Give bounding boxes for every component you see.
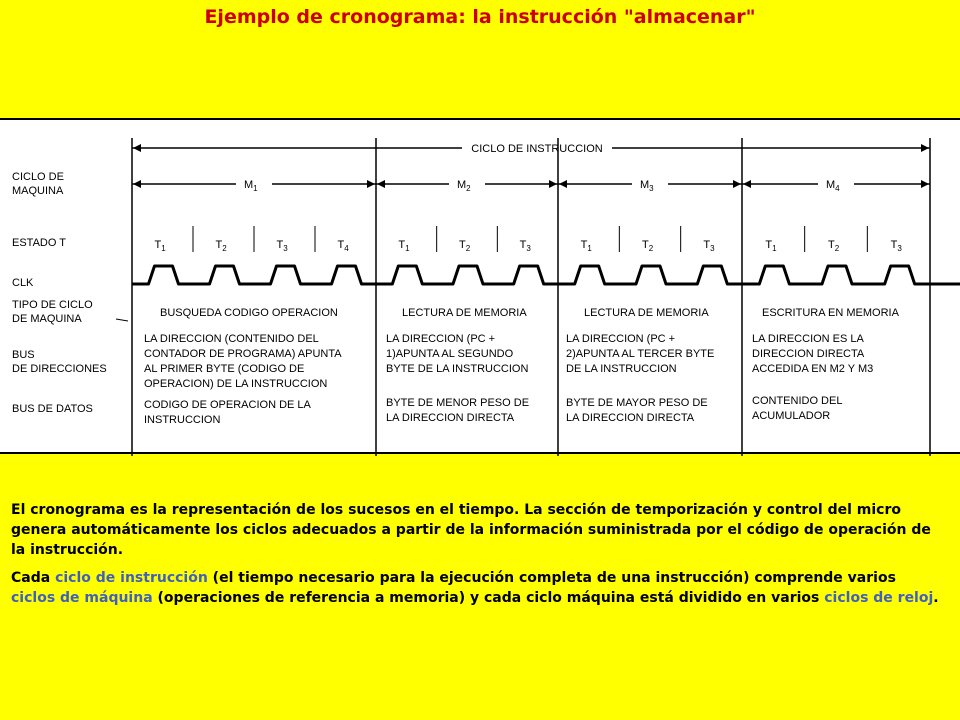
t-state-label: $T_2$ xyxy=(459,239,471,253)
m3-data-text: BYTE DE MAYOR PESO DE LA DIRECCION DIRECTA xyxy=(566,397,708,424)
machine-cycle-arrowhead-left xyxy=(559,180,567,188)
term-instruction-cycle: ciclo de instrucción xyxy=(55,570,208,586)
p2-text-c: (operaciones de referencia a memoria) y cada ciclo máquina está dividido en varios xyxy=(152,590,825,606)
instruction-cycle-arrowhead-right xyxy=(921,144,929,152)
m2-data-text: BYTE DE MENOR PESO DE LA DIRECCION DIRECTA xyxy=(386,397,530,424)
label-cycle-type: TIPO DE CICLO DE MAQUINA xyxy=(12,299,93,325)
t-state-label: $T_4$ xyxy=(337,239,349,253)
machine-cycle-arrowhead-right xyxy=(549,180,557,188)
machine-cycle-label-m1: $M_1$ xyxy=(244,179,258,193)
label-machine-cycle: CICLO DE MAQUINA xyxy=(12,171,64,197)
timing-diagram xyxy=(0,118,960,454)
m4-data-text: CONTENIDO DEL ACUMULADOR xyxy=(752,395,843,422)
paragraph-1: El cronograma es la representación de los sucesos en el tiempo. La sección de temporización y control del micro genera automáticamente los ciclos adecuados a partir de la información suministrada por el código de operación de la instrucción. xyxy=(11,502,931,558)
machine-cycle-arrowhead-left xyxy=(377,180,385,188)
p2-text-d: . xyxy=(933,590,939,606)
machine-cycle-arrowhead-left xyxy=(743,180,751,188)
machine-cycle-label-m3: $M_3$ xyxy=(640,179,654,193)
machine-cycle-label-m2: $M_2$ xyxy=(457,179,471,193)
label-address-bus: BUS DE DIRECCIONES xyxy=(12,349,107,375)
m3-address-text: LA DIRECCION (PC + 2)APUNTA AL TERCER BYTE DE LA INSTRUCCION xyxy=(566,333,715,375)
t-state-label: $T_2$ xyxy=(642,239,654,253)
machine-cycle-arrowhead-left xyxy=(133,180,141,188)
paragraph-2 xyxy=(11,568,941,608)
m3-cycle-type: LECTURA DE MEMORIA xyxy=(584,307,709,319)
label-data-bus: BUS DE DATOS xyxy=(12,403,93,415)
term-machine-cycles: ciclos de máquina xyxy=(11,590,153,606)
machine-cycle-arrowhead-right xyxy=(921,180,929,188)
label-t-state: ESTADO T xyxy=(12,237,66,249)
t-state-label: $T_2$ xyxy=(215,239,227,253)
machine-cycle-label-m4: $M_4$ xyxy=(826,179,840,193)
t-state-label: $T_2$ xyxy=(828,239,840,253)
t-state-label: $T_3$ xyxy=(276,239,288,253)
explanation-text xyxy=(11,500,941,616)
m1-data-text: CODIGO DE OPERACION DE LA INSTRUCCION xyxy=(144,399,311,426)
m4-cycle-type: ESCRITURA EN MEMORIA xyxy=(762,307,899,319)
t-state-label: $T_3$ xyxy=(519,239,531,253)
m1-cycle-type: BUSQUEDA CODIGO OPERACION xyxy=(160,307,338,319)
machine-cycle-arrowhead-right xyxy=(733,180,741,188)
instruction-cycle-label: CICLO DE INSTRUCCION xyxy=(471,143,603,155)
slide-title: Ejemplo de cronograma: la instrucción "almacenar" xyxy=(204,6,756,28)
t-state-label: $T_1$ xyxy=(154,239,166,253)
cycle-type-pointer xyxy=(116,319,128,321)
t-state-label: $T_3$ xyxy=(703,239,715,253)
clk-waveform xyxy=(132,266,960,284)
m1-address-text: LA DIRECCION (CONTENIDO DEL CONTADOR DE PROGRAMA) APUNTA AL PRIMER BYTE (CODIGO DE OPERACION) DE LA INSTRUCCION xyxy=(144,333,342,390)
instruction-cycle-arrowhead-left xyxy=(133,144,141,152)
p2-text-a: Cada xyxy=(11,570,56,586)
machine-cycle-arrowhead-right xyxy=(367,180,375,188)
label-clk: CLK xyxy=(12,277,34,289)
t-state-label: $T_1$ xyxy=(765,239,777,253)
m4-address-text: LA DIRECCION ES LA DIRECCION DIRECTA ACCEDIDA EN M2 Y M3 xyxy=(752,333,874,375)
t-state-label: $T_1$ xyxy=(398,239,410,253)
t-state-label: $T_1$ xyxy=(580,239,592,253)
term-clock-cycles: ciclos de reloj xyxy=(824,590,934,606)
p2-text-b: (el tiempo necesario para la ejecución completa de una instrucción) comprende varios xyxy=(207,570,896,586)
m2-cycle-type: LECTURA DE MEMORIA xyxy=(402,307,527,319)
m2-address-text: LA DIRECCION (PC + 1)APUNTA AL SEGUNDO BYTE DE LA INSTRUCCION xyxy=(386,333,529,375)
t-state-label: $T_3$ xyxy=(890,239,902,253)
